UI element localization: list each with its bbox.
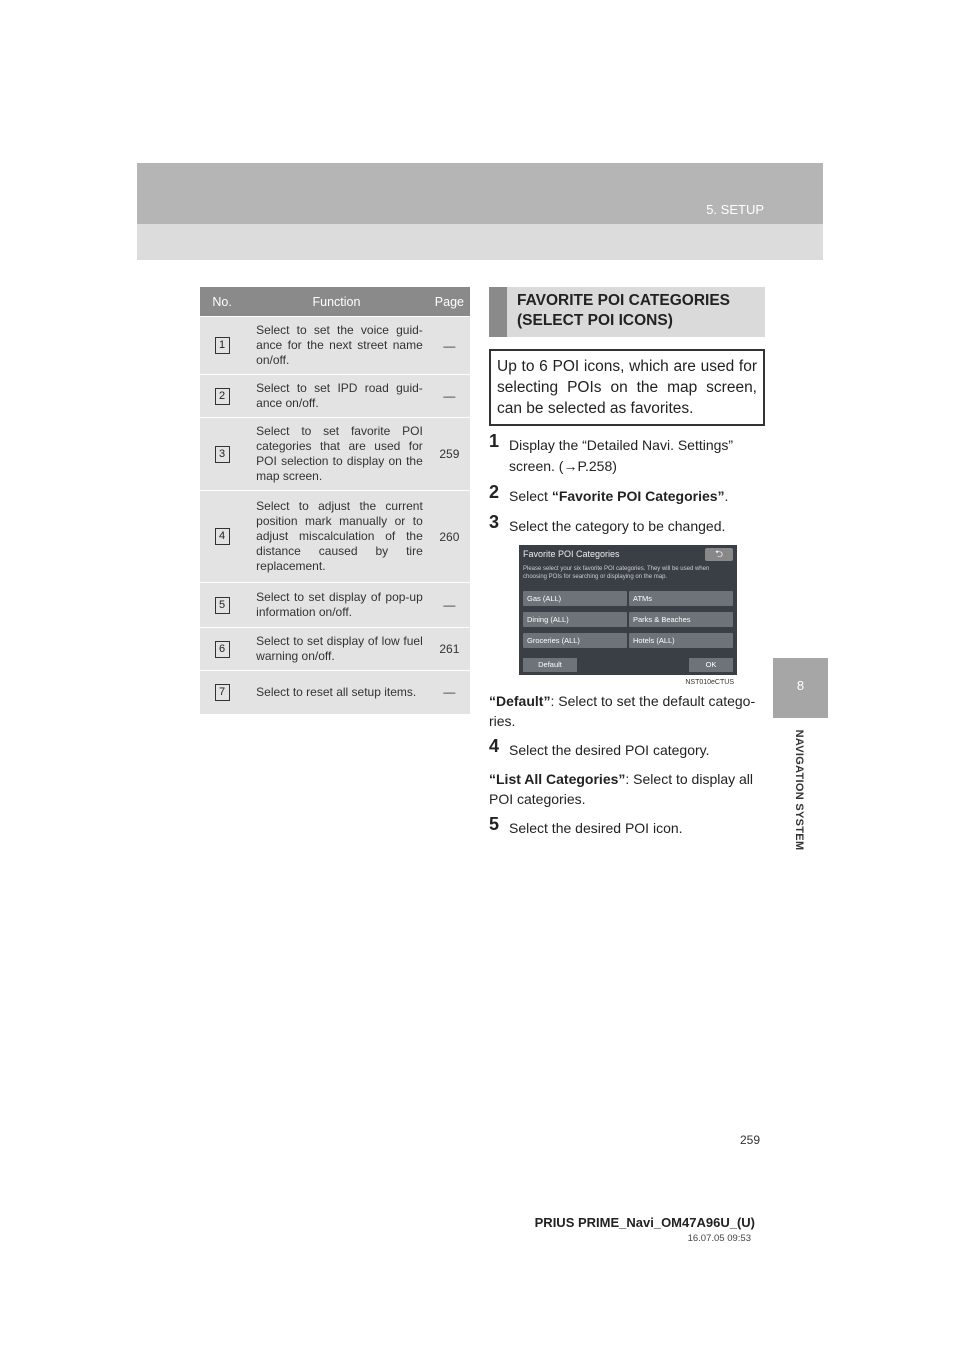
table-row [200,317,470,375]
table-row [200,418,470,491]
row-number: 3 [215,446,230,463]
row-function: Select to set IPD road guid-ance on/off. [244,375,429,418]
category-button: Gas (ALL) [523,591,627,606]
category-button: Hotels (ALL) [629,633,733,648]
step-text-bold: “Favorite POI Categories” [551,488,725,504]
figure-code: NST010eCTUS [685,679,734,686]
row-function: Select to reset all setup items. [244,671,429,714]
row-function: Select to set the voice guid-ance for the next street name on/off. [244,317,429,375]
row-number: 4 [215,528,230,545]
function-table [200,287,470,714]
table-row [200,491,470,583]
table-row [200,375,470,418]
category-button: Groceries (ALL) [523,633,627,648]
step-text-post: . [724,488,729,504]
step-text: Select the desired POI icon. [509,820,683,836]
row-function: Select to adjust the current position mark manually or to adjust miscalculation of the distance caused by tire replacement. [244,491,429,583]
screen-illustration [519,545,737,686]
step-number: 1 [489,431,500,451]
row-number: 2 [215,388,230,405]
note-text: : Select to set the default catego-ries. [489,693,756,729]
step-text: Select the desired POI category. [509,742,710,758]
table-row [200,628,470,671]
row-number: 5 [215,597,230,614]
row-page: — [429,375,470,418]
row-function: Select to set display of low fuel warning on/off. [244,628,429,671]
page-number: 259 [740,1133,761,1147]
col-function: Function [244,287,429,317]
step-number: 2 [489,482,500,502]
section-title: 5. SETUP [706,202,764,217]
screen-title: Favorite POI Categories [523,549,620,559]
note-term: “Default” [489,693,551,709]
step-number: 3 [489,512,500,532]
row-page: 261 [429,628,470,671]
step-2 [489,482,765,507]
ok-button: OK [689,658,733,672]
section-heading: FAVORITE POI CATEGORIES (SELECT POI ICONS) [489,287,765,337]
step-text: Select the category to be changed. [509,518,726,534]
step-text: Display the “Detailed Navi. Settings” screen. (→P.258) [509,437,734,474]
row-page: — [429,317,470,375]
chapter-tab: 8 [773,658,828,718]
default-note [489,691,765,731]
category-button: ATMs [629,591,733,606]
step-text-pre: Select [509,488,552,504]
step-5 [489,814,765,839]
table-row [200,671,470,714]
row-page: — [429,583,470,628]
step-1 [489,431,765,477]
list-note [489,769,765,809]
row-number: 7 [215,684,230,701]
step-4 [489,736,765,761]
header-subbar [137,224,823,260]
step-number: 5 [489,814,500,834]
row-page: 259 [429,418,470,491]
step-number: 4 [489,736,500,756]
row-number: 6 [215,641,230,658]
print-stamp: 16.07.05 09:53 [687,1233,751,1244]
screen-description: Please select your six favorite POI categories. They will be used when choosing POIs for searching or displaying on the map. [523,566,710,580]
row-function: Select to set display of pop-up information on/off. [244,583,429,628]
row-function: Select to set favorite POI categories that are used for POI selection to display on the map screen. [244,418,429,491]
table-row [200,583,470,628]
intro-box: Up to 6 POI icons, which are used for selecting POIs on the map screen, can be selected as favorites. [489,349,765,426]
col-page: Page [429,287,470,317]
row-page: 260 [429,491,470,583]
row-page: — [429,671,470,714]
row-number: 1 [215,337,230,354]
col-no: No. [200,287,244,317]
chapter-side-label: NAVIGATION SYSTEM [793,729,805,851]
step-3 [489,512,765,537]
category-button: Parks & Beaches [629,612,733,627]
document-id: PRIUS PRIME_Navi_OM47A96U_(U) [534,1215,755,1230]
default-button: Default [523,658,577,672]
category-button: Dining (ALL) [523,612,627,627]
poi-section [489,287,765,839]
note-text: : Select to display all POI categories. [489,771,754,807]
back-button: ⮌ [705,548,733,561]
note-term: “List All Categories” [489,771,626,787]
